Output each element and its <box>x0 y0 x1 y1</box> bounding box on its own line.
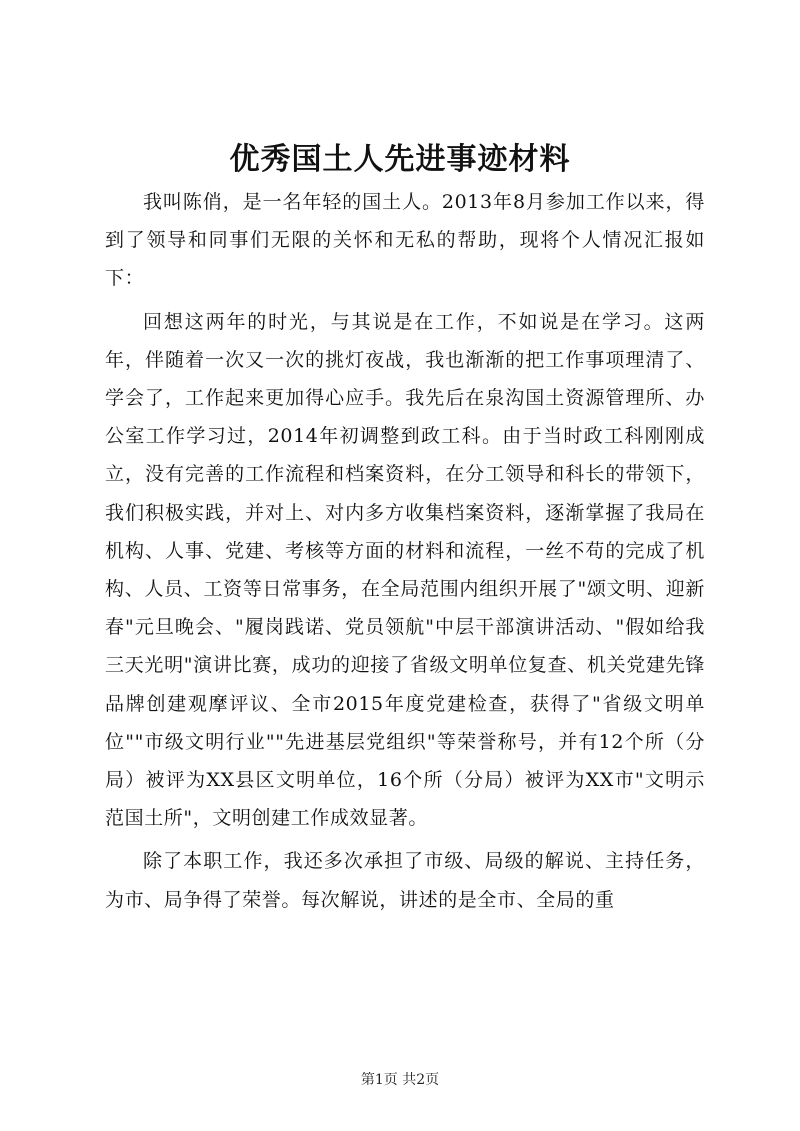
paragraph-extra-duties: 除了本职工作，我还多次承担了市级、局级的解说、主持任务，为市、局争得了荣誉。每次解说，讲述的是全市、全局的重 <box>105 850 705 911</box>
document-title: 优秀国土人先进事迹材料 <box>229 142 571 177</box>
document-body <box>105 183 705 919</box>
page-footer: 第1页 共2页 <box>360 1072 440 1088</box>
paragraph-work-review: 回想这两年的时光，与其说是在工作，不如说是在学习。这两年，伴随着一次又一次的挑灯夜战，我也渐渐的把工作事项理清了、学会了，工作起来更加得心应手。我先后在泉沟国土资源管理所、办公室工作学习过，2014年初调整到政工科。由于当时政工科刚刚成立，没有完善的工作流程和档案资料，在分工领导和科长的带领下，我们积极实践，并对上、对内多方收集档案资料，逐渐掌握了我局在机构、人事、党建、考核等方面的材料和流程，一丝不苟的完成了机构、人员、工资等日常事务，在全局范围内组织开展了"颂文明、迎新春"元旦晚会、"履岗践诺、党员领航"中层干部演讲活动、"假如给我三天光明"演讲比赛，成功的迎接了省级文明单位复查、机关党建先锋品牌创建观摩评议、全市2015年度党建检查，获得了"省级文明单位""市级文明行业""先进基层党组织"等荣誉称号，并有12个所（分局）被评为XX县区文明单位，16个所（分局）被评为XX市"文明示范国土所"，文明创建工作成效显著。 <box>105 310 705 830</box>
paragraph-intro: 我叫陈俏，是一名年轻的国土人。2013年8月参加工作以来，得到了领导和同事们无限的关怀和无私的帮助，现将个人情况汇报如下： <box>105 191 705 290</box>
